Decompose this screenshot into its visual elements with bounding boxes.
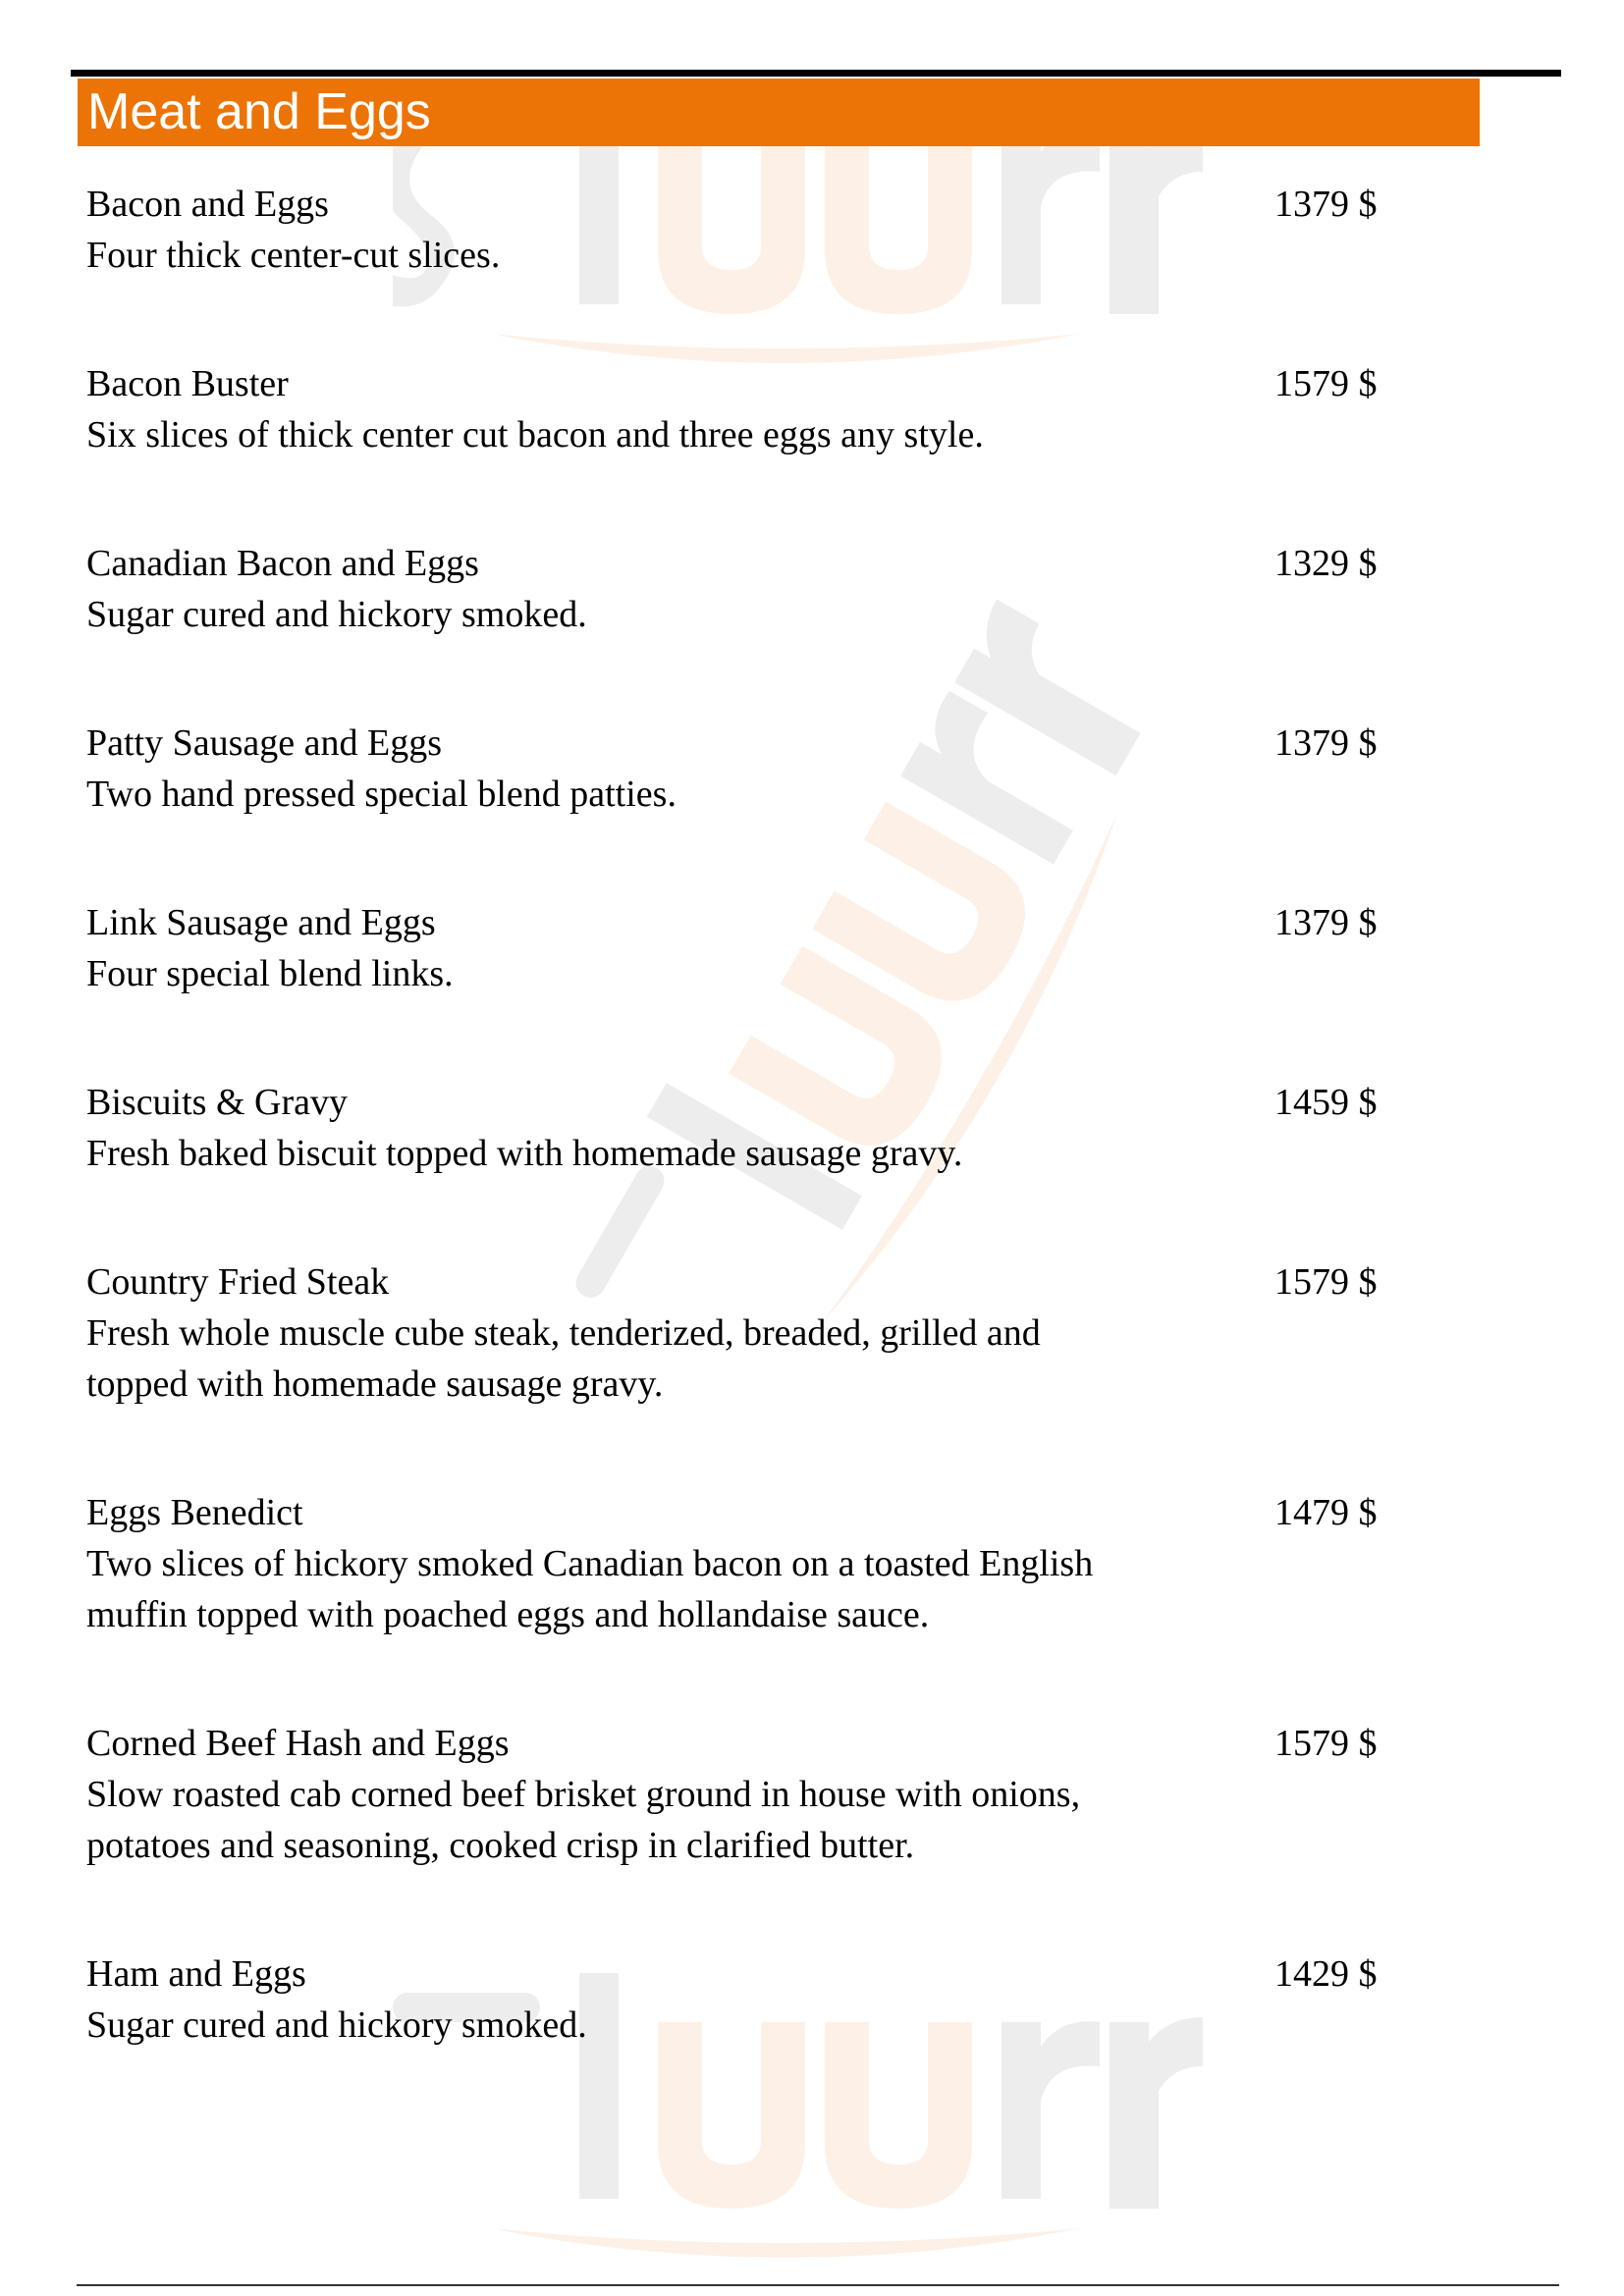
- item-description: [86, 230, 1265, 281]
- item-description-line: Sugar cured and hickory smoked.: [86, 594, 587, 635]
- item-name: Link Sausage and Eggs: [86, 902, 436, 943]
- item-name: Corned Beef Hash and Eggs: [86, 1723, 510, 1764]
- item-description: [86, 948, 1265, 999]
- item-price: 1479 $: [1274, 1492, 1378, 1533]
- item-price: 1579 $: [1274, 363, 1378, 404]
- item-description-line: Two hand pressed special blend patties.: [86, 774, 677, 815]
- item-description-line: Slow roasted cab corned beef brisket ground in house with onions,: [86, 1774, 1081, 1815]
- item-price: 1579 $: [1274, 1723, 1378, 1764]
- item-description-line: Six slices of thick center cut bacon and three eggs any style.: [86, 414, 984, 455]
- item-description-line: potatoes and seasoning, cooked crisp in clarified butter.: [86, 1825, 915, 1866]
- item-price: 1429 $: [1274, 1953, 1378, 1995]
- item-description-line: Fresh whole muscle cube steak, tenderized, breaded, grilled and: [86, 1312, 1041, 1354]
- item-description: [86, 589, 1265, 640]
- item-description: [86, 2000, 1265, 2051]
- item-name: Country Fried Steak: [86, 1261, 390, 1303]
- item-name: Ham and Eggs: [86, 1953, 306, 1995]
- item-price: 1579 $: [1274, 1261, 1378, 1303]
- item-price: 1459 $: [1274, 1082, 1378, 1123]
- item-description: [86, 769, 1265, 820]
- item-description: [86, 1538, 1265, 1640]
- item-name: Eggs Benedict: [86, 1492, 303, 1533]
- item-description-line: Sugar cured and hickory smoked.: [86, 2004, 587, 2046]
- item-price: 1379 $: [1274, 902, 1378, 943]
- item-price: 1379 $: [1274, 722, 1378, 764]
- item-description: [86, 1769, 1265, 1871]
- item-description: [86, 1128, 1265, 1179]
- item-description-line: Four special blend links.: [86, 953, 454, 994]
- bottom-divider: [77, 2284, 1559, 2286]
- item-name: Bacon and Eggs: [86, 184, 329, 225]
- item-name: Bacon Buster: [86, 363, 289, 404]
- item-name: Canadian Bacon and Eggs: [86, 543, 479, 584]
- item-name: Patty Sausage and Eggs: [86, 722, 443, 764]
- item-description-line: Four thick center-cut slices.: [86, 235, 501, 276]
- item-price: 1379 $: [1274, 184, 1378, 225]
- item-description: [86, 409, 1265, 460]
- item-description-line: Fresh baked biscuit topped with homemade sausage gravy.: [86, 1133, 963, 1174]
- item-description-line: muffin topped with poached eggs and hollandaise sauce.: [86, 1594, 930, 1635]
- item-description-line: Two slices of hickory smoked Canadian bacon on a toasted English: [86, 1543, 1094, 1584]
- item-price: 1329 $: [1274, 543, 1378, 584]
- item-description: [86, 1308, 1265, 1410]
- item-description-line: topped with homemade sausage gravy.: [86, 1363, 664, 1405]
- item-name: Biscuits & Gravy: [86, 1082, 348, 1123]
- section-title: Meat and Eggs: [87, 83, 431, 140]
